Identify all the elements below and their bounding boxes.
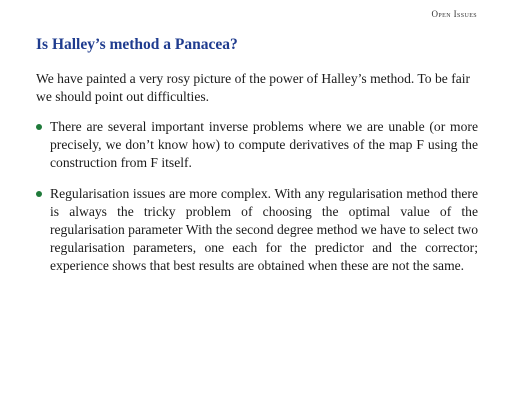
slide-title: Is Halley’s method a Panacea? xyxy=(36,36,238,53)
bullet-dot-icon xyxy=(36,191,42,197)
bullet-text: Regularisation issues are more complex. With any regularisation method there is always the tricky problem of choosing the optimal value of the regularisation parameter With the second degree method we have to select two regularisation parameters, one each for the predictor and the corrector; experience shows that best results are obtained when these are not the same. xyxy=(50,186,478,273)
bullet-text: There are several important inverse problems where we are unable (or more precisely, we don’t know how) to compute derivatives of the map F using the construction from F itself. xyxy=(50,119,478,170)
bullet-item xyxy=(36,185,478,275)
bullet-dot-icon xyxy=(36,124,42,130)
section-label: Open Issues xyxy=(431,9,477,19)
intro-paragraph: We have painted a very rosy picture of the power of Halley’s method. To be fair we should point out difficulties. xyxy=(36,71,471,104)
bullet-item xyxy=(36,118,478,172)
bullet-list xyxy=(36,118,478,275)
